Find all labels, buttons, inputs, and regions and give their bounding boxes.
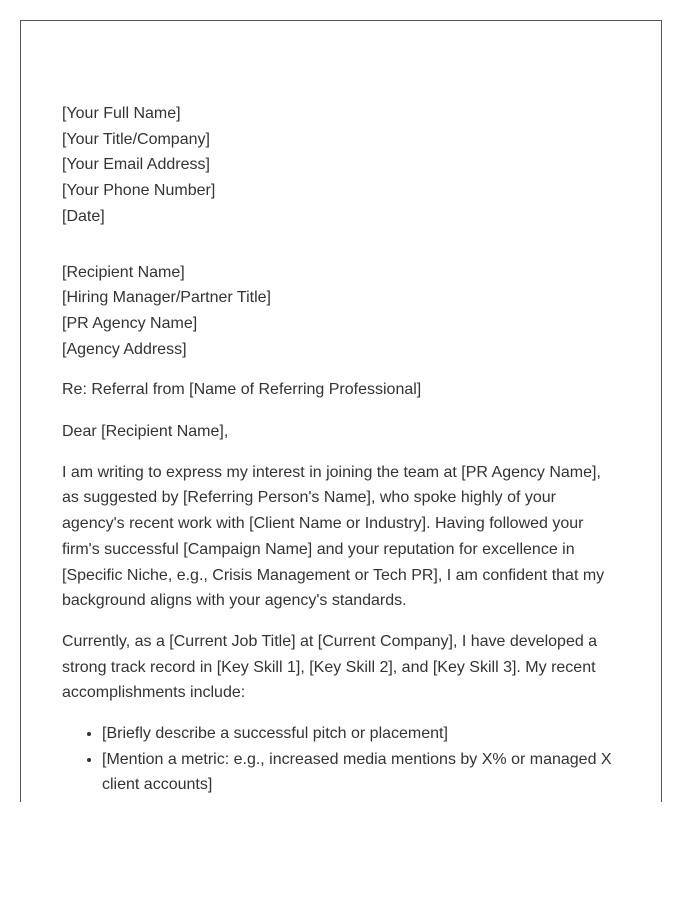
salutation: Dear [Recipient Name],	[62, 423, 229, 441]
recipient-agency: [PR Agency Name]	[62, 314, 198, 332]
sender-phone: [Your Phone Number]	[62, 182, 216, 200]
recipient-name: [Recipient Name]	[62, 263, 185, 281]
letter-page	[20, 20, 662, 802]
accomplishment-item: • [Briefly describe a successful pitch or placement]	[102, 721, 622, 747]
sender-name: [Your Full Name]	[62, 105, 181, 122]
letter-content	[62, 101, 622, 798]
accomplishment-item: • [Mention a metric: e.g., increased media mentions by X% or managed X client accounts]	[102, 747, 622, 798]
recipient-block	[62, 260, 622, 363]
recipient-title: [Hiring Manager/Partner Title]	[62, 289, 271, 307]
recipient-address: [Agency Address]	[62, 340, 187, 358]
body-paragraph-1: I am writing to express my interest in joining the team at [PR Agency Name], as suggested by [Referring Person's Name], who spoke highly of your agency's recent work with [Client Name or Industry]. Having followed your firm's successful [Campaign Name] and your reputation for excellence in [Specific Niche, e.g., Crisis Management or Tech PR], I am confident that my background aligns with your agency's standards.	[62, 463, 605, 610]
re-line: Re: Referral from [Name of Referring Professional]	[62, 381, 422, 399]
letter-date: [Date]	[62, 207, 105, 225]
body-paragraph-2: Currently, as a [Current Job Title] at [Current Company], I have developed a strong track record in [Key Skill 1], [Key Skill 2], and [Key Skill 3]. My recent accomplishments include:	[62, 632, 598, 702]
accomplishments-list	[62, 721, 622, 798]
sender-email: [Your Email Address]	[62, 156, 210, 174]
sender-block	[62, 101, 622, 230]
sender-title-company: [Your Title/Company]	[62, 130, 210, 148]
